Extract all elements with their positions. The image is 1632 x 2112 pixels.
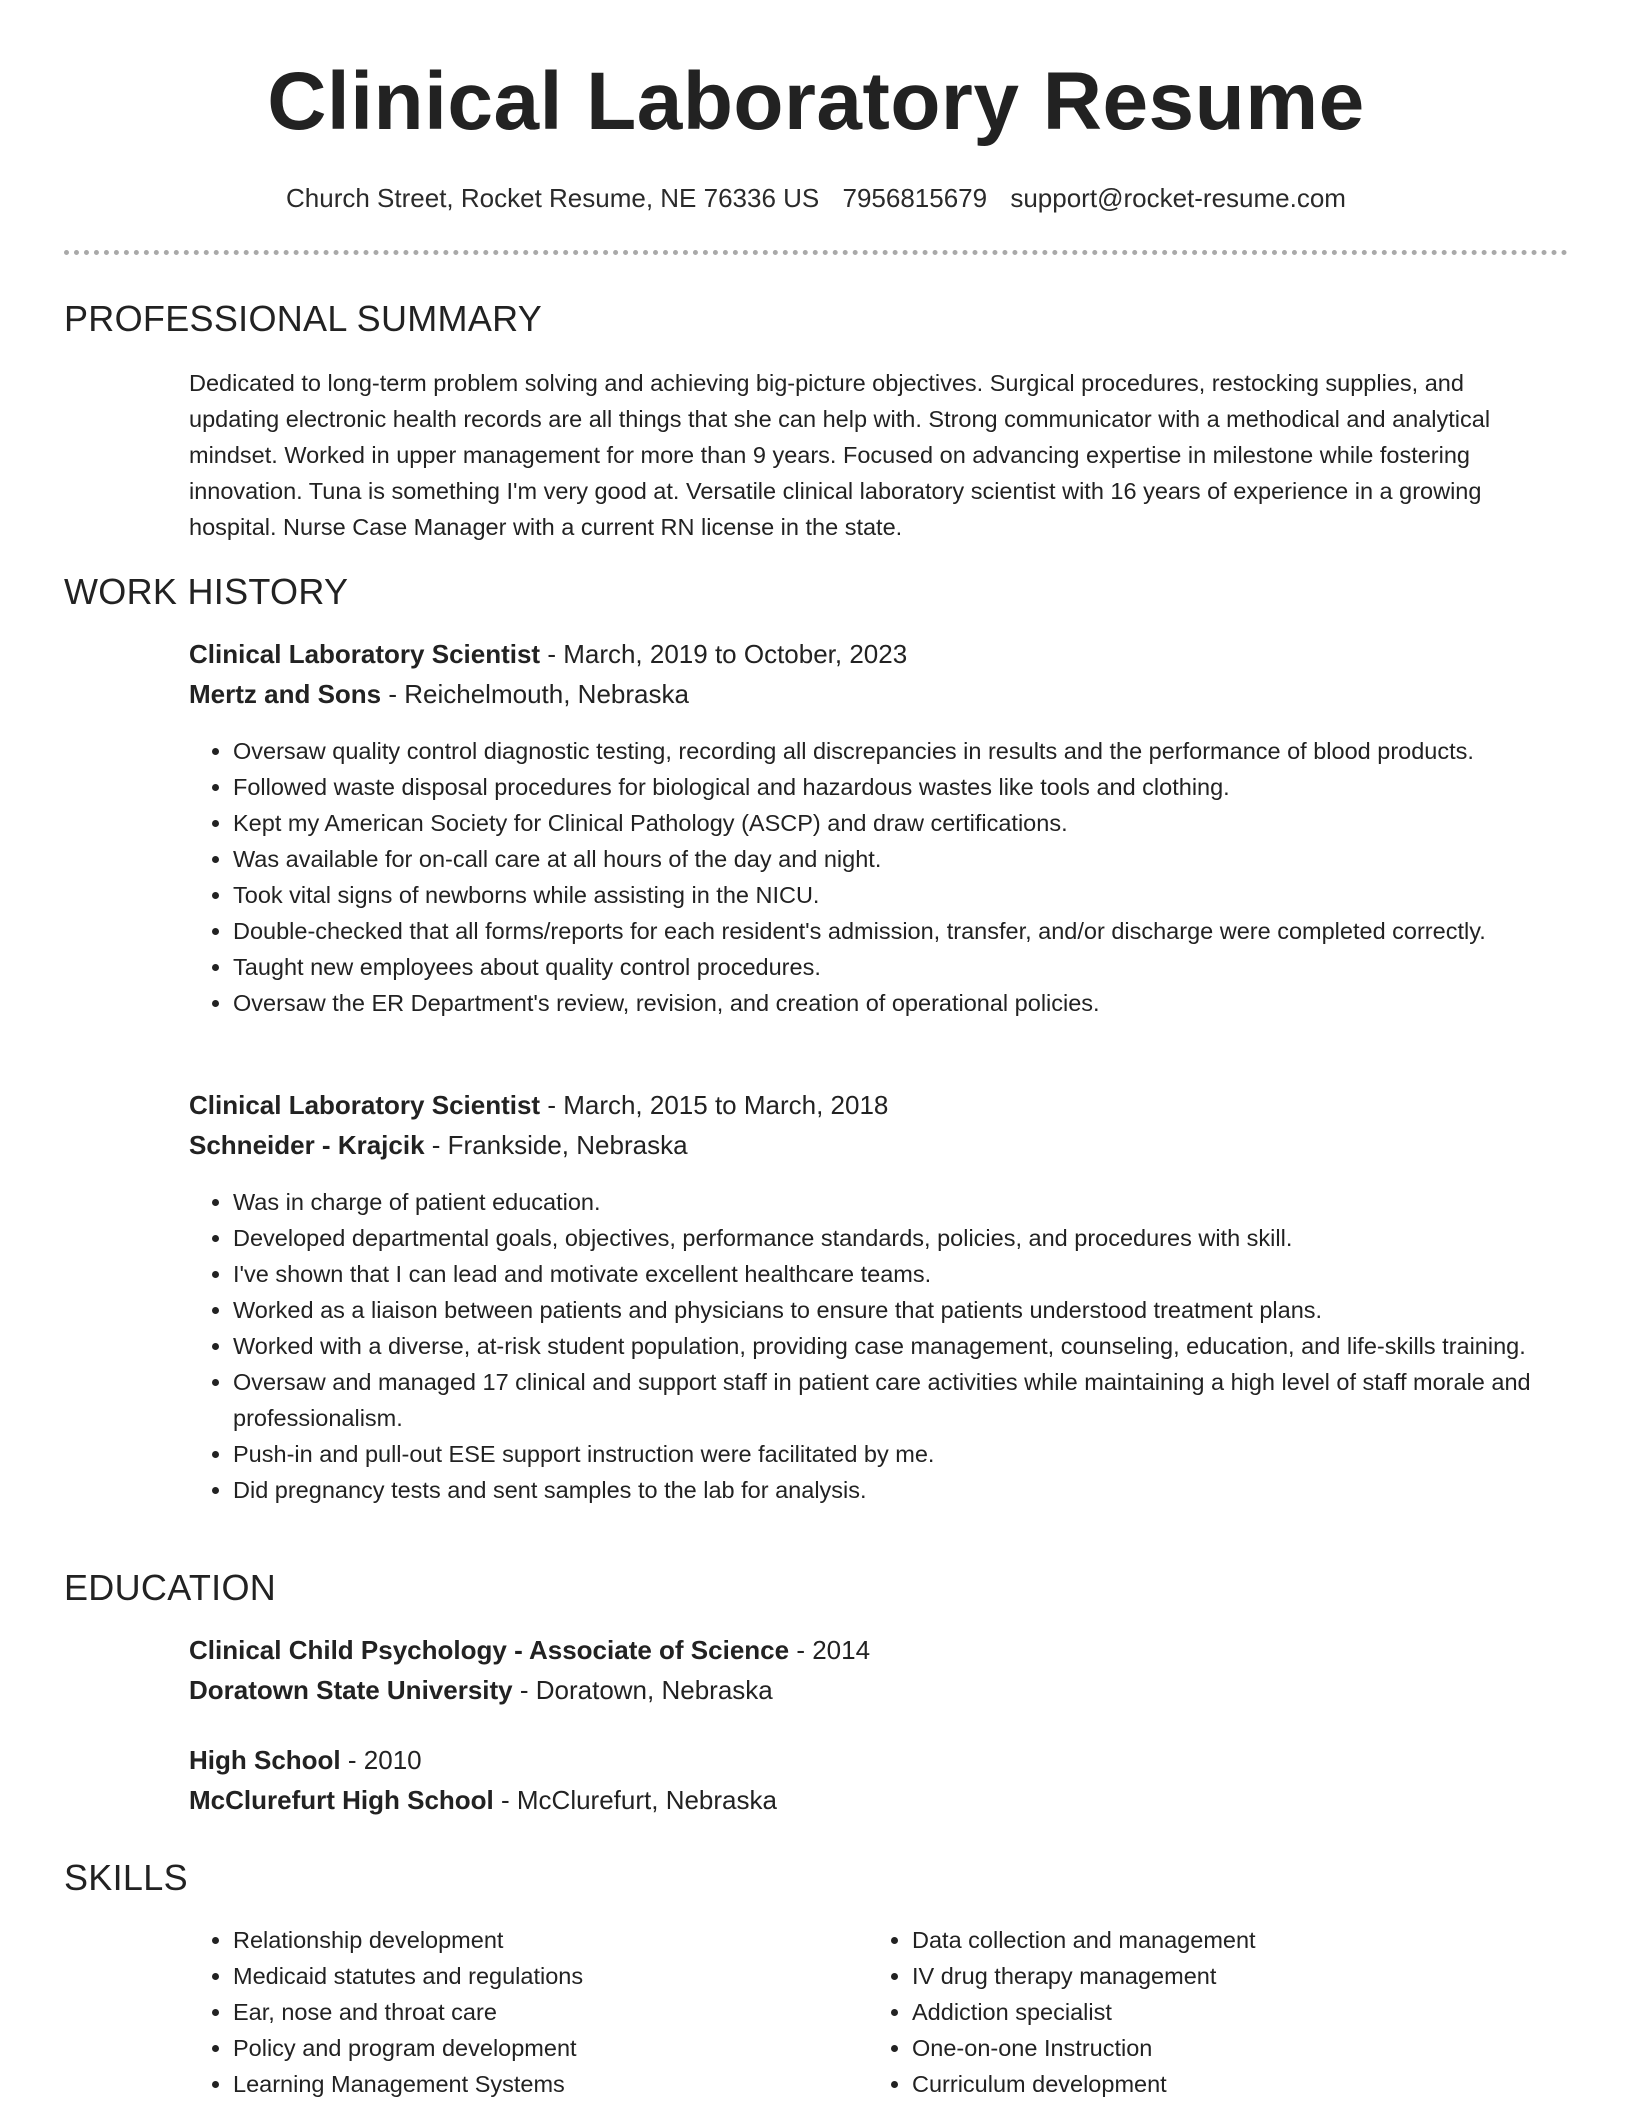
contact-email: support@rocket-resume.com (1010, 183, 1346, 213)
bullet-item: • Push-in and pull-out ESE support instruction were facilitated by me. (233, 1436, 1613, 1472)
job-dates: - March, 2015 to March, 2018 (540, 1090, 889, 1120)
bullet-item: • Double-checked that all forms/reports for each resident's admission, transfer, and/or discharge were completed correctly. (233, 913, 1613, 949)
skills-list-left (189, 1922, 853, 2102)
skills-heading: SKILLS (64, 1857, 188, 1898)
degree-line (189, 1630, 1569, 1670)
bullet-item: • Worked as a liaison between patients and physicians to ensure that patients understood treatment plans. (233, 1292, 1613, 1328)
job-dates: - March, 2019 to October, 2023 (540, 639, 908, 669)
education-entry (189, 1630, 1569, 1710)
degree: Clinical Child Psychology - Associate of Science (189, 1635, 790, 1665)
job-entry (189, 634, 1569, 714)
bullet-item: • Was available for on-call care at all hours of the day and night. (233, 841, 1613, 877)
job-bullets (189, 733, 1613, 1021)
bullet-item: • Was in charge of patient education. (233, 1184, 1613, 1220)
school-line (189, 1670, 1569, 1710)
job-location: - Frankside, Nebraska (424, 1130, 688, 1160)
work-history-heading: WORK HISTORY (64, 571, 349, 612)
degree-year: - 2014 (789, 1635, 871, 1665)
bullet-item: • Taught new employees about quality control procedures. (233, 949, 1613, 985)
bullet-item: • I've shown that I can lead and motivate excellent healthcare teams. (233, 1256, 1613, 1292)
job-location: - Reichelmouth, Nebraska (381, 679, 689, 709)
job-entry (189, 1085, 1569, 1165)
job-title-line (189, 1085, 1569, 1125)
skill-item: • Relationship development (233, 1922, 853, 1958)
skill-item: • Medicaid statutes and regulations (233, 1958, 853, 1994)
resume-title: Clinical Laboratory Resume (267, 56, 1365, 147)
skill-item: • IV drug therapy management (912, 1958, 1572, 1994)
bullet-item: • Developed departmental goals, objectives, performance standards, policies, and procedures with skill. (233, 1220, 1613, 1256)
header-divider (64, 250, 1568, 255)
bullet-item: • Oversaw and managed 17 clinical and support staff in patient care activities while maintaining a high level of staff morale and professionalism. (233, 1364, 1613, 1436)
job-title-line (189, 634, 1569, 674)
school-location: - Doratown, Nebraska (512, 1675, 773, 1705)
bullet-item: • Worked with a diverse, at-risk student population, providing case management, counseling, education, and life-skills training. (233, 1328, 1613, 1364)
job-company-line (189, 674, 1569, 714)
bullet-item: • Oversaw quality control diagnostic testing, recording all discrepancies in results and the performance of blood products. (233, 733, 1613, 769)
school-line (189, 1780, 1569, 1820)
job-company: Schneider - Krajcik (189, 1130, 425, 1160)
degree: High School (189, 1745, 341, 1775)
contact-phone: 7956815679 (842, 183, 988, 213)
job-title: Clinical Laboratory Scientist (189, 639, 541, 669)
degree-year: - 2010 (340, 1745, 422, 1775)
bullet-item: • Oversaw the ER Department's review, revision, and creation of operational policies. (233, 985, 1613, 1021)
job-company: Mertz and Sons (189, 679, 382, 709)
skill-item: • Policy and program development (233, 2030, 853, 2066)
school: McClurefurt High School (189, 1785, 494, 1815)
summary-text: Dedicated to long-term problem solving and achieving big-picture objectives. Surgical procedures, restocking supplies, and updating electronic health records are all things that she can help with. Strong communicator with a methodical and analytical mindset. Worked in upper management for more than 9 years. Focused on advancing expertise in milestone while fostering innovation. Tuna is something I'm very good at. Versatile clinical laboratory scientist with 16 years of experience in a growing hospital. Nurse Case Manager with a current RN license in the state. (189, 370, 1491, 540)
bullet-item: • Followed waste disposal procedures for biological and hazardous wastes like tools and clothing. (233, 769, 1613, 805)
skill-item: • Learning Management Systems (233, 2066, 853, 2102)
contact-address: Church Street, Rocket Resume, NE 76336 US (286, 183, 820, 213)
degree-line (189, 1740, 1569, 1780)
bullet-item: • Kept my American Society for Clinical Pathology (ASCP) and draw certifications. (233, 805, 1613, 841)
skill-item: • Addiction specialist (912, 1994, 1572, 2030)
skill-item: • Ear, nose and throat care (233, 1994, 853, 2030)
skill-item: • One-on-one Instruction (912, 2030, 1572, 2066)
skill-item: • Curriculum development (912, 2066, 1572, 2102)
summary-heading: PROFESSIONAL SUMMARY (64, 298, 543, 339)
education-heading: EDUCATION (64, 1567, 277, 1608)
job-company-line (189, 1125, 1569, 1165)
job-title: Clinical Laboratory Scientist (189, 1090, 541, 1120)
bullet-item: • Took vital signs of newborns while assisting in the NICU. (233, 877, 1613, 913)
job-bullets (189, 1184, 1613, 1508)
school-location: - McClurefurt, Nebraska (493, 1785, 777, 1815)
bullet-item: • Did pregnancy tests and sent samples to the lab for analysis. (233, 1472, 1613, 1508)
skills-list-right (868, 1922, 1572, 2102)
skill-item: • Data collection and management (912, 1922, 1572, 1958)
contact-line (0, 180, 1632, 216)
school: Doratown State University (189, 1675, 513, 1705)
education-entry (189, 1740, 1569, 1820)
